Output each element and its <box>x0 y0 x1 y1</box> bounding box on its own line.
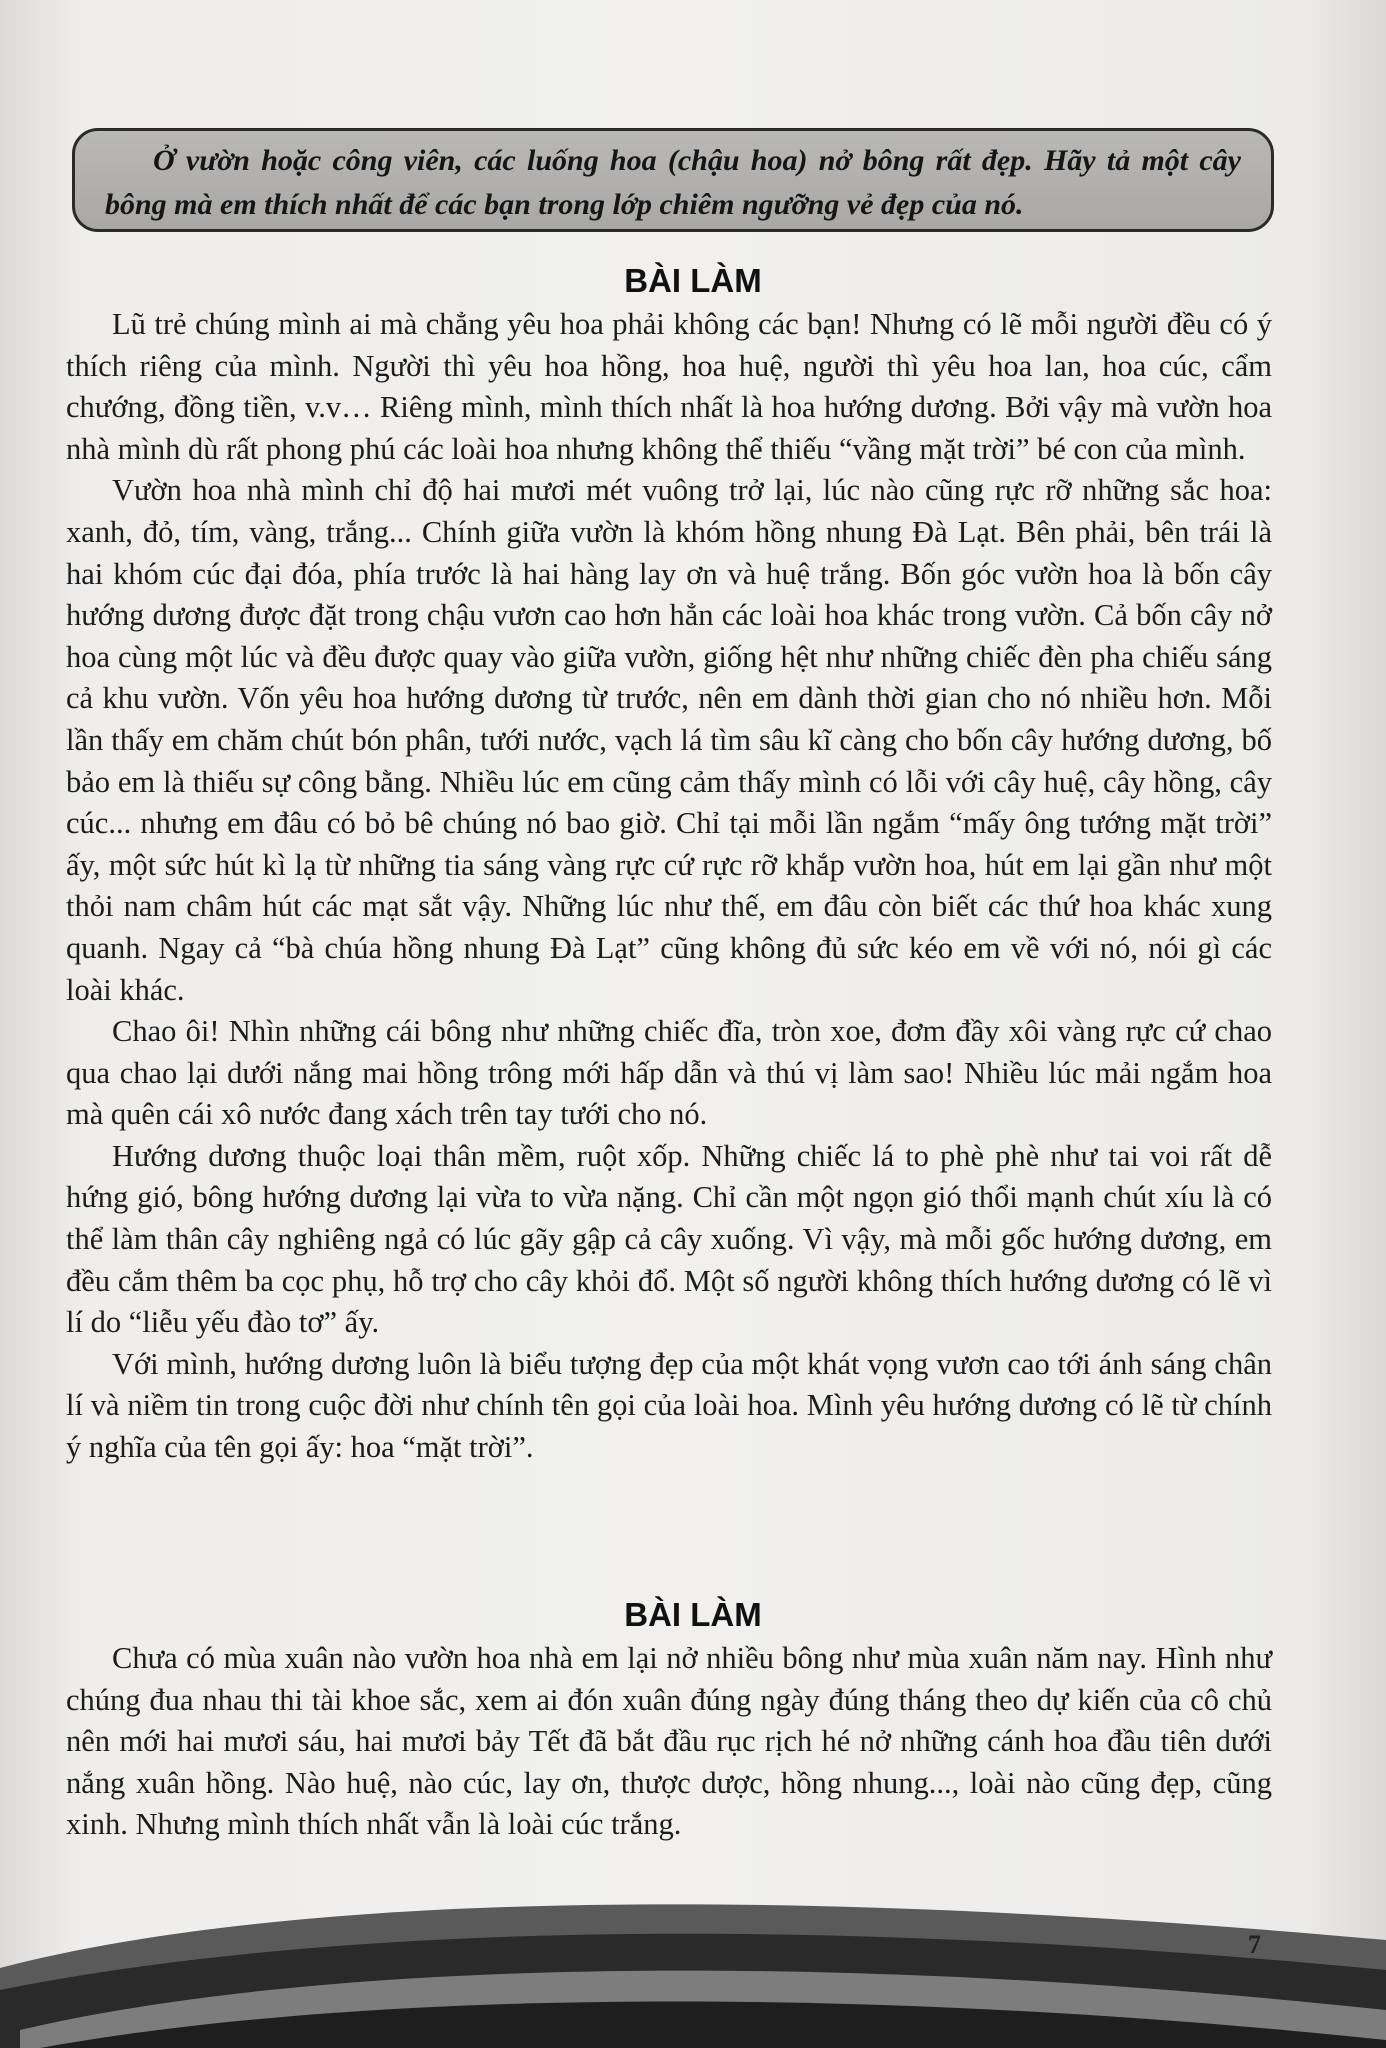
essay-1-paragraph: Với mình, hướng dương luôn là biểu tượng đẹp của một khát vọng vươn cao tới ánh sáng chân lí và niềm tin trong cuộc đời như chính tên gọi của loài hoa. Mình yêu hướng dương có lẽ từ chính ý nghĩa của tên gọi ấy: hoa “mặt trời”. <box>66 1346 1272 1465</box>
exercise-prompt-text: Ở vườn hoặc công viên, các luống hoa (chậu hoa) nở bông rất đẹp. Hãy tả một cây bông mà em thích nhất để các bạn trong lớp chiêm ngưỡng vẻ đẹp của nó. <box>105 144 1241 221</box>
essay-1-paragraph: Hướng dương thuộc loại thân mềm, ruột xốp. Những chiếc lá to phè phè như tai voi rất dễ hứng gió, bông hướng dương lại vừa to vừa nặng. Chỉ cần một ngọn gió thổi mạnh chút xíu là có thể làm thân cây nghiêng ngả có lúc gãy gập cả cây xuống. Vì vậy, mà mỗi gốc hướng dương, em đều cắm thêm ba cọc phụ, hỗ trợ cho cây khỏi đổ. Một số người không thích hướng dương có lẽ vì lí do “liễu yếu đào tơ” ấy. <box>66 1138 1272 1340</box>
essay-2-body <box>66 1638 1272 1846</box>
essay-1-paragraph: Chao ôi! Nhìn những cái bông như những chiếc đĩa, tròn xoe, đơm đầy xôi vàng rực cứ chao qua chao lại dưới nắng mai hồng trông mới hấp dẫn và thú vị làm sao! Nhiều lúc mải ngắm hoa mà quên cái xô nước đang xách trên tay tưới cho nó. <box>66 1014 1272 1132</box>
exercise-prompt-box <box>72 128 1274 232</box>
essay-2-paragraph: Chưa có mùa xuân nào vườn hoa nhà em lại nở nhiều bông như mùa xuân năm nay. Hình như chúng đua nhau thi tài khoe sắc, xem ai đón xuân đúng ngày đúng tháng theo dự kiến của cô chủ nên mới hai mươi sáu, hai mươi bảy Tết đã bắt đầu rục rịch hé nở những cánh hoa đầu tiên dưới nắng xuân hồng. Nào huệ, nào cúc, lay ơn, thược dược, hồng nhung..., loài nào cũng đẹp, cũng xinh. Nhưng mình thích nhất vẫn là loài cúc trắng. <box>66 1641 1272 1842</box>
essay-1-body <box>66 304 1272 1469</box>
essay-2-heading: BÀI LÀM <box>624 1596 762 1633</box>
footer-swoosh-decoration <box>0 1880 1386 2048</box>
essay-1-heading: BÀI LÀM <box>624 262 762 299</box>
essay-1-paragraph: Vườn hoa nhà mình chỉ độ hai mươi mét vuông trở lại, lúc nào cũng rực rỡ những sắc hoa: xanh, đỏ, tím, vàng, trắng... Chính giữa vườn là khóm hồng nhung Đà Lạt. Bên phải, bên trái là hai khóm cúc đại đóa, phía trước là hai hàng lay ơn và huệ trắng. Bốn góc vườn hoa là bốn cây hướng dương được đặt trong chậu vươn cao hơn hẳn các loài hoa khác trong vườn. Cả bốn cây nở hoa cùng một lúc và đều được quay vào giữa vườn, giống hệt như những chiếc đèn pha chiếu sáng cả khu vườn. Vốn yêu hoa hướng dương từ trước, nên em dành thời gian cho nó nhiều hơn. Mỗi lần thấy em chăm chút bón phân, tưới nước, vạch lá tìm sâu kĩ càng cho bốn cây hướng dương, bố bảo em là thiếu sự công bằng. Nhiều lúc em cũng cảm thấy mình có lỗi với cây huệ, cây hồng, cây cúc... nhưng em đâu có bỏ bê chúng nó bao giờ. Chỉ tại mỗi lần ngắm “mấy ông tướng mặt trời” ấy, một sức hút kì lạ từ những tia sáng vàng rực cứ rực rỡ khắp vườn hoa, hút em lại gần như một thỏi nam châm hút các mạt sắt vậy. Những lúc như thế, em đâu còn biết các thứ hoa khác xung quanh. Ngay cả “bà chúa hồng nhung Đà Lạt” cũng không đủ sức kéo em về với nó, nói gì các loài khác. <box>66 473 1272 1007</box>
essay-1-paragraph: Lũ trẻ chúng mình ai mà chẳng yêu hoa phải không các bạn! Nhưng có lẽ mỗi người đều có ý thích riêng của mình. Người thì yêu hoa hồng, hoa huệ, người thì yêu hoa lan, hoa cúc, cẩm chướng, đồng tiền, v.v… Riêng mình, mình thích nhất là hoa hướng dương. Bởi vậy mà vườn hoa nhà mình dù rất phong phú các loài hoa nhưng không thể thiếu “vầng mặt trời” bé con của mình. <box>66 307 1272 466</box>
page-number: 7 <box>1248 1930 1261 1959</box>
